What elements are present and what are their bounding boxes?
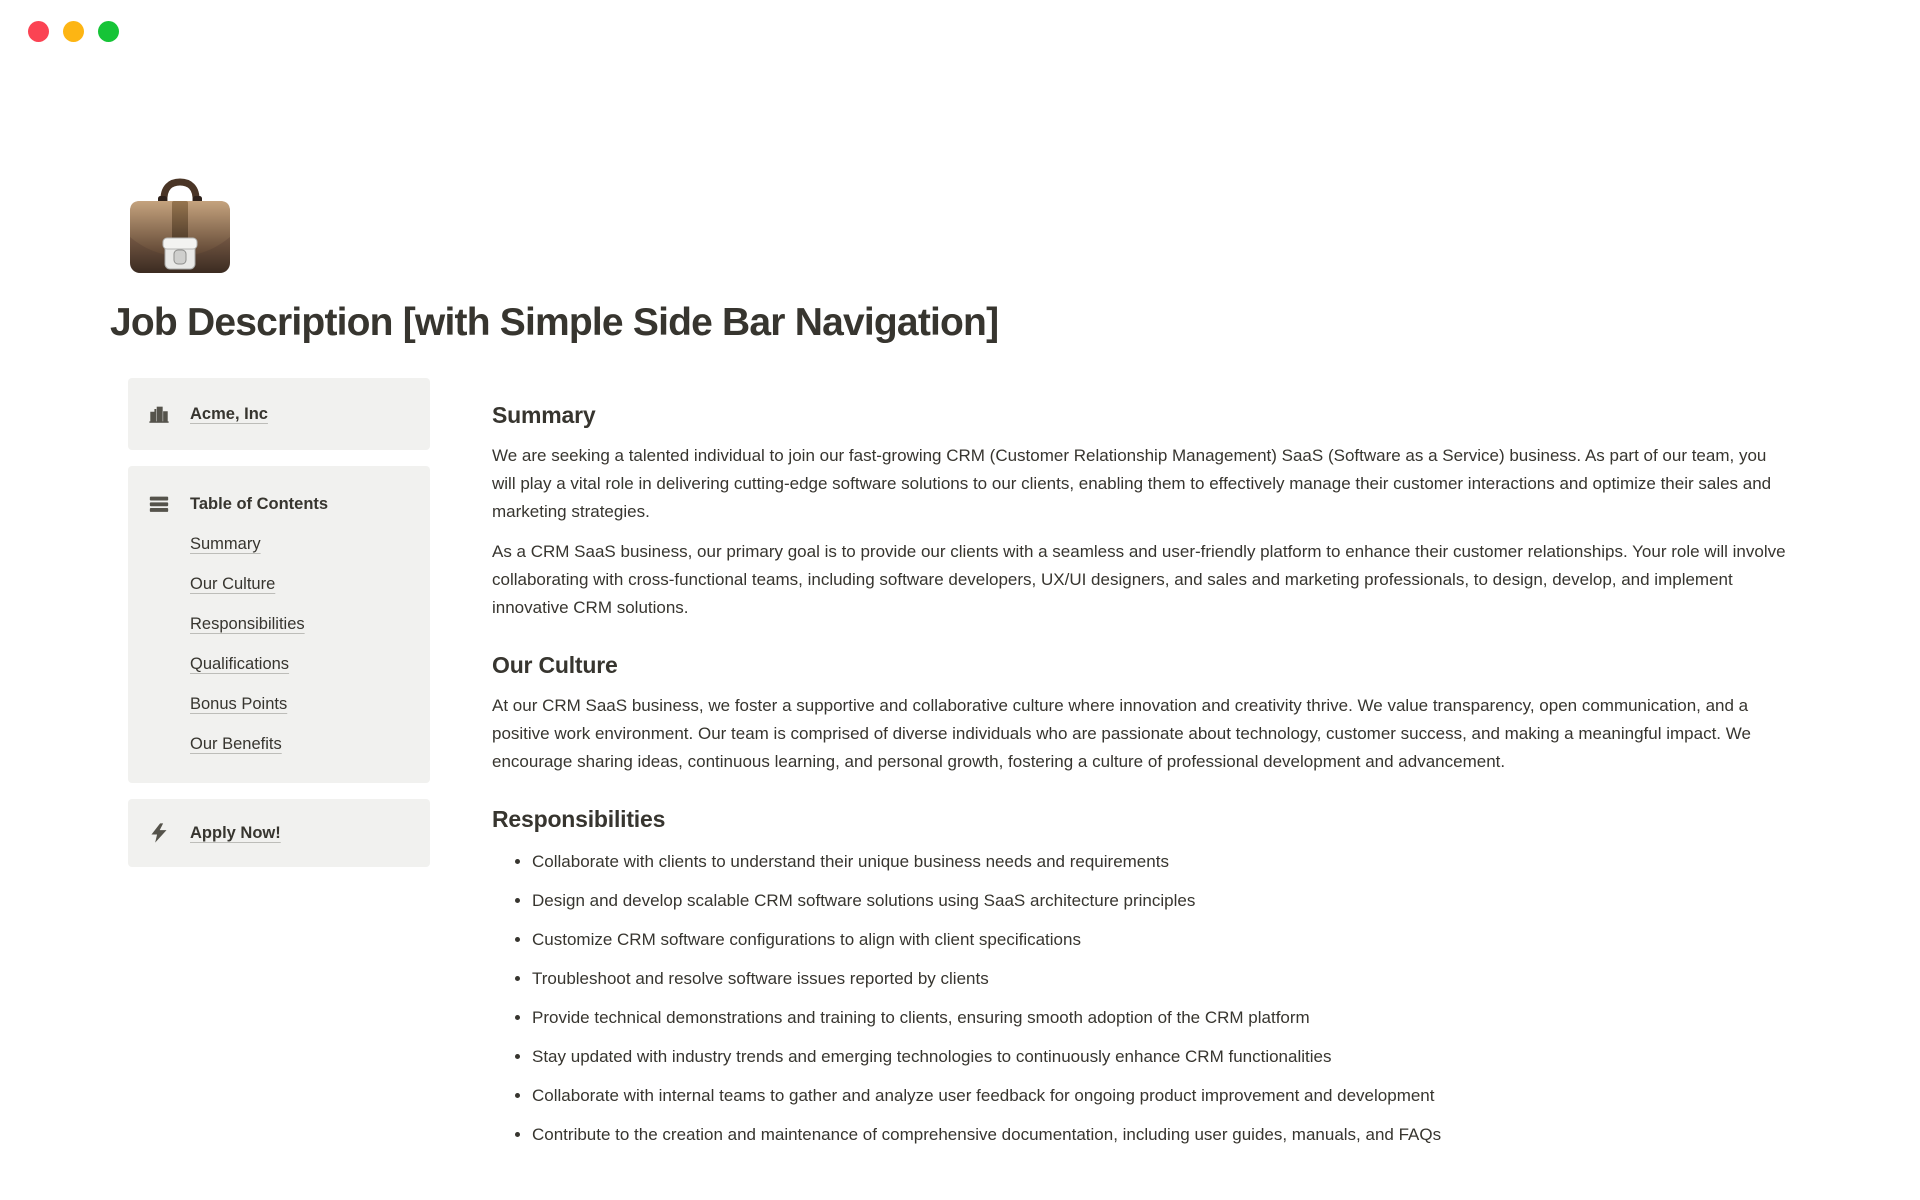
list-item: • Provide technical demonstrations and training to clients, ensuring smooth adoption of the CRM platform xyxy=(532,1004,1792,1032)
toc-link-summary[interactable]: Summary xyxy=(190,535,261,553)
responsibilities-list xyxy=(492,848,1792,1149)
lightning-icon xyxy=(148,822,170,844)
page-title: Job Description [with Simple Side Bar Navigation] xyxy=(110,301,999,344)
page-content xyxy=(110,175,1820,1160)
toc-link-bonus-points[interactable]: Bonus Points xyxy=(190,695,288,713)
list-item: • Collaborate with clients to understand their unique business needs and requirements xyxy=(532,848,1792,876)
summary-paragraph-1: We are seeking a talented individual to join our fast-growing CRM (Customer Relationship Management) SaaS (Software as a Service) business. As part of our team, you will play a vital role in delivering cutting-edge software solutions to our clients, enabling them to effectively manage their customer interactions and optimize their sales and marketing strategies. xyxy=(492,446,1772,521)
sidebar xyxy=(128,378,430,867)
toc-links xyxy=(190,533,410,755)
document-body xyxy=(492,378,1792,1160)
window-controls xyxy=(28,21,119,42)
list-item: • Collaborate with internal teams to gather and analyze user feedback for ongoing product improvement and development xyxy=(532,1082,1792,1110)
section-heading-our-culture: Our Culture xyxy=(492,652,618,678)
list-item: • Contribute to the creation and maintenance of comprehensive documentation, including user guides, manuals, and FAQs xyxy=(532,1121,1792,1149)
list-item: • Stay updated with industry trends and emerging technologies to continuously enhance CRM functionalities xyxy=(532,1043,1792,1071)
zoom-window-button[interactable] xyxy=(98,21,119,42)
toc-title: Table of Contents xyxy=(190,495,329,513)
company-link[interactable]: Acme, Inc xyxy=(190,405,268,423)
list-item: • Troubleshoot and resolve software issues reported by clients xyxy=(532,965,1792,993)
list-item: • Design and develop scalable CRM software solutions using SaaS architecture principles xyxy=(532,887,1792,915)
list-item: • Customize CRM software configurations to align with client specifications xyxy=(532,926,1792,954)
company-card xyxy=(128,378,430,450)
toc-link-responsibilities[interactable]: Responsibilities xyxy=(190,615,305,633)
office-building-icon xyxy=(148,403,170,425)
toc-link-our-culture[interactable]: Our Culture xyxy=(190,575,276,593)
summary-paragraph-2: As a CRM SaaS business, our primary goal is to provide our clients with a seamless and user-friendly platform to enhance their customer relationships. Your role will involve collaborating with cross-functional teams, including software developers, UX/UI designers, and sales and marketing professionals, to design, develop, and implement innovative CRM solutions. xyxy=(492,542,1786,617)
apply-now-card xyxy=(128,799,430,867)
briefcase-emoji-icon[interactable] xyxy=(128,175,232,275)
our-culture-paragraph: At our CRM SaaS business, we foster a supportive and collaborative culture where innovation and creativity thrive. We value transparency, open communication, and a positive work environment. Our team is comprised of diverse individuals who are passionate about technology, customer success, and making a meaningful impact. We encourage sharing ideas, continuous learning, and personal growth, fostering a culture of professional development and advancement. xyxy=(492,696,1751,771)
table-of-contents-card xyxy=(128,466,430,783)
toc-link-our-benefits[interactable]: Our Benefits xyxy=(190,735,282,753)
close-window-button[interactable] xyxy=(28,21,49,42)
minimize-window-button[interactable] xyxy=(63,21,84,42)
section-heading-responsibilities: Responsibilities xyxy=(492,806,666,832)
apply-now-link[interactable]: Apply Now! xyxy=(190,824,281,842)
page-columns xyxy=(128,378,1820,1160)
section-heading-summary: Summary xyxy=(492,402,596,428)
list-icon xyxy=(148,493,170,515)
toc-link-qualifications[interactable]: Qualifications xyxy=(190,655,290,673)
